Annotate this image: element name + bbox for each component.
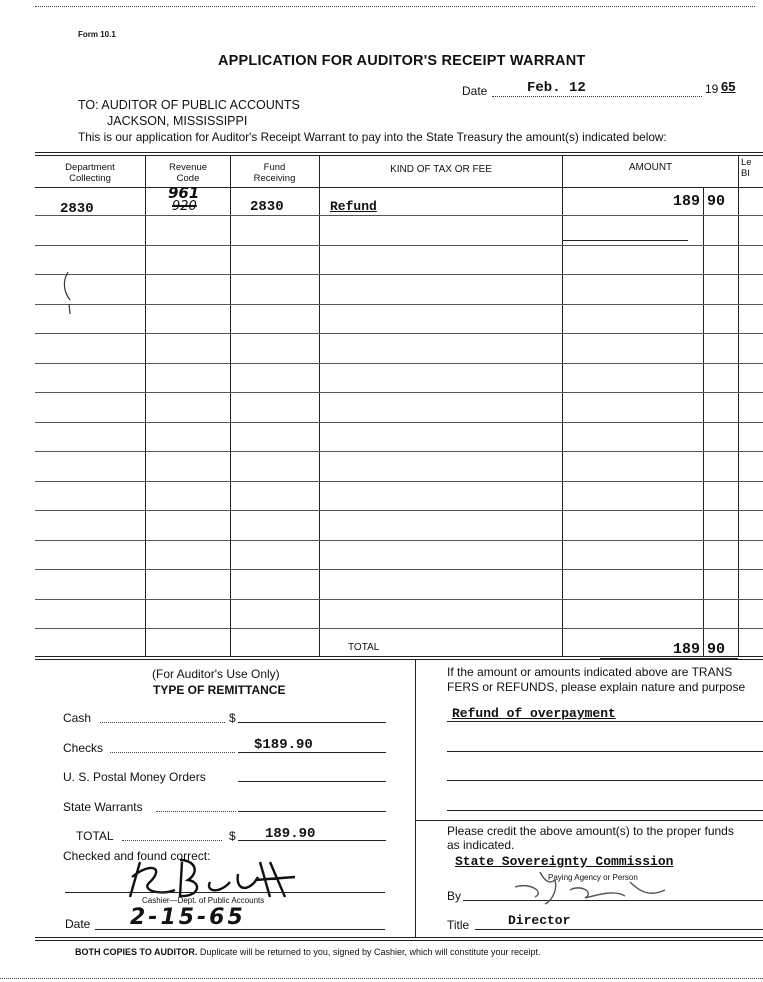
cash-dollar-sign: $ — [229, 711, 236, 725]
title-value: Director — [508, 913, 571, 928]
year-suffix: 65 — [721, 79, 736, 94]
title-line — [475, 929, 763, 930]
top-edge — [35, 6, 755, 7]
year-prefix: 19 — [705, 82, 719, 96]
by-label: By — [447, 889, 462, 903]
auditor-date-label: Date — [65, 917, 91, 931]
table-top-rule — [35, 152, 763, 153]
header-revenue: Revenue Code — [168, 162, 208, 184]
explain-line-3 — [447, 780, 763, 781]
table-row-line — [35, 245, 763, 246]
footer-note — [75, 947, 541, 957]
explain-line-4 — [447, 810, 763, 811]
cash-leader — [100, 722, 225, 723]
col-line-4 — [562, 155, 563, 657]
cashier-caption: Cashier—Dept. of Public Accounts — [142, 896, 265, 905]
header-fund: Fund Receiving — [253, 162, 296, 184]
table-row-line — [35, 481, 763, 482]
auditor-total-label: TOTAL — [76, 829, 114, 843]
table-row-line — [35, 628, 763, 629]
row1-amount-cents: 90 — [707, 193, 726, 210]
row1-fund: 2830 — [250, 199, 284, 215]
credit-text-1: Please credit the above amount(s) to the proper funds — [447, 824, 734, 838]
table-row-line — [35, 510, 763, 511]
col-line-1 — [145, 155, 146, 657]
explain-text-1: If the amount or amounts indicated above are TRANS — [447, 665, 733, 679]
row1-dept: 2830 — [60, 201, 94, 217]
col-line-2 — [230, 155, 231, 657]
header-amount: AMOUNT — [628, 162, 673, 173]
auditor-total-line — [238, 840, 386, 841]
header-extra: Le Bl — [741, 157, 752, 179]
date-label: Date — [462, 84, 488, 98]
table-row-line — [35, 274, 763, 275]
title-label: Title — [447, 918, 470, 932]
lower-divider — [415, 659, 416, 937]
auditor-date-value: 2-15-65 — [130, 905, 246, 930]
total-label: TOTAL — [348, 642, 380, 653]
form-number: Form 10.1 — [78, 30, 116, 39]
header-kind: KIND OF TAX OR FEE — [390, 164, 492, 175]
warrants-leader — [156, 811, 236, 812]
col-line-3 — [319, 155, 320, 657]
row1-amount-dollars: 189 — [672, 193, 700, 210]
cashier-signature — [120, 852, 300, 902]
table-row-line — [35, 215, 763, 216]
row1-kind: Refund — [330, 199, 377, 214]
table-bottom-rule — [35, 656, 763, 657]
auditor-total-dollar: $ — [229, 829, 236, 843]
form-title: APPLICATION FOR AUDITOR'S RECEIPT WARRANT — [218, 53, 586, 69]
total-cents: 90 — [707, 641, 726, 658]
checks-label: Checks — [63, 741, 104, 755]
pencil-mark — [58, 270, 78, 320]
amount-subline — [563, 240, 688, 241]
table-row-line — [35, 540, 763, 541]
checked-label: Checked and found correct: — [63, 849, 211, 863]
table-row-line — [35, 333, 763, 334]
footer-rest: Duplicate will be returned to you, signed by Cashier, which will constitute your receipt. — [199, 947, 541, 957]
table-bottom-rule-2 — [35, 659, 763, 660]
footer-rule-2 — [35, 940, 763, 941]
table-row-line — [35, 363, 763, 364]
to-line-2: JACKSON, MISSISSIPPI — [107, 114, 248, 128]
table-row-line — [35, 422, 763, 423]
checks-line — [238, 752, 386, 753]
money-orders-line — [238, 781, 386, 782]
money-orders-label: U. S. Postal Money Orders — [63, 770, 206, 784]
date-value: Feb. 12 — [527, 80, 586, 96]
row1-revenue-handwritten: 961 — [168, 184, 200, 202]
auditor-total-value: 189.90 — [265, 826, 316, 842]
footer-rule — [35, 937, 763, 938]
row1-revenue-struck: 920 — [172, 199, 197, 214]
table-row-line — [35, 451, 763, 452]
table-row-line — [35, 304, 763, 305]
agency-caption: Paying Agency or Person — [548, 873, 638, 882]
checks-value: $189.90 — [254, 737, 313, 753]
header-dept: Department Collecting — [65, 162, 115, 184]
table-row-line — [35, 569, 763, 570]
table-row-line — [35, 599, 763, 600]
total-dollars: 189 — [672, 641, 700, 658]
explain-line-2 — [447, 751, 763, 752]
auditor-use-only: (For Auditor's Use Only) — [152, 667, 280, 681]
table-row-line — [35, 392, 763, 393]
auditor-total-leader — [122, 840, 222, 841]
intro-text: This is our application for Auditor's Receipt Warrant to pay into the State Treasury the amount(s) indicated below: — [78, 130, 667, 144]
explain-text-2: FERS or REFUNDS, please explain nature and purpose — [447, 680, 746, 694]
agency-value: State Sovereignty Commission — [455, 854, 674, 869]
date-underline — [492, 96, 702, 97]
credit-text-2: as indicated. — [447, 838, 515, 852]
explain-value: Refund of overpayment — [452, 706, 616, 721]
to-line-1: TO: AUDITOR OF PUBLIC ACCOUNTS — [78, 98, 300, 112]
director-signature — [500, 862, 690, 912]
col-line-5 — [738, 155, 739, 657]
cash-label: Cash — [63, 711, 92, 725]
explain-line-1 — [447, 721, 763, 722]
cashier-signature-line — [65, 892, 385, 893]
type-of-remittance: TYPE OF REMITTANCE — [153, 683, 286, 697]
cash-line — [238, 722, 386, 723]
bottom-edge — [0, 978, 763, 979]
warrants-label: State Warrants — [63, 800, 143, 814]
checks-leader — [110, 752, 235, 753]
warrants-line — [238, 811, 386, 812]
credit-top-rule — [416, 820, 763, 821]
footer-bold: BOTH COPIES TO AUDITOR. — [75, 947, 198, 957]
